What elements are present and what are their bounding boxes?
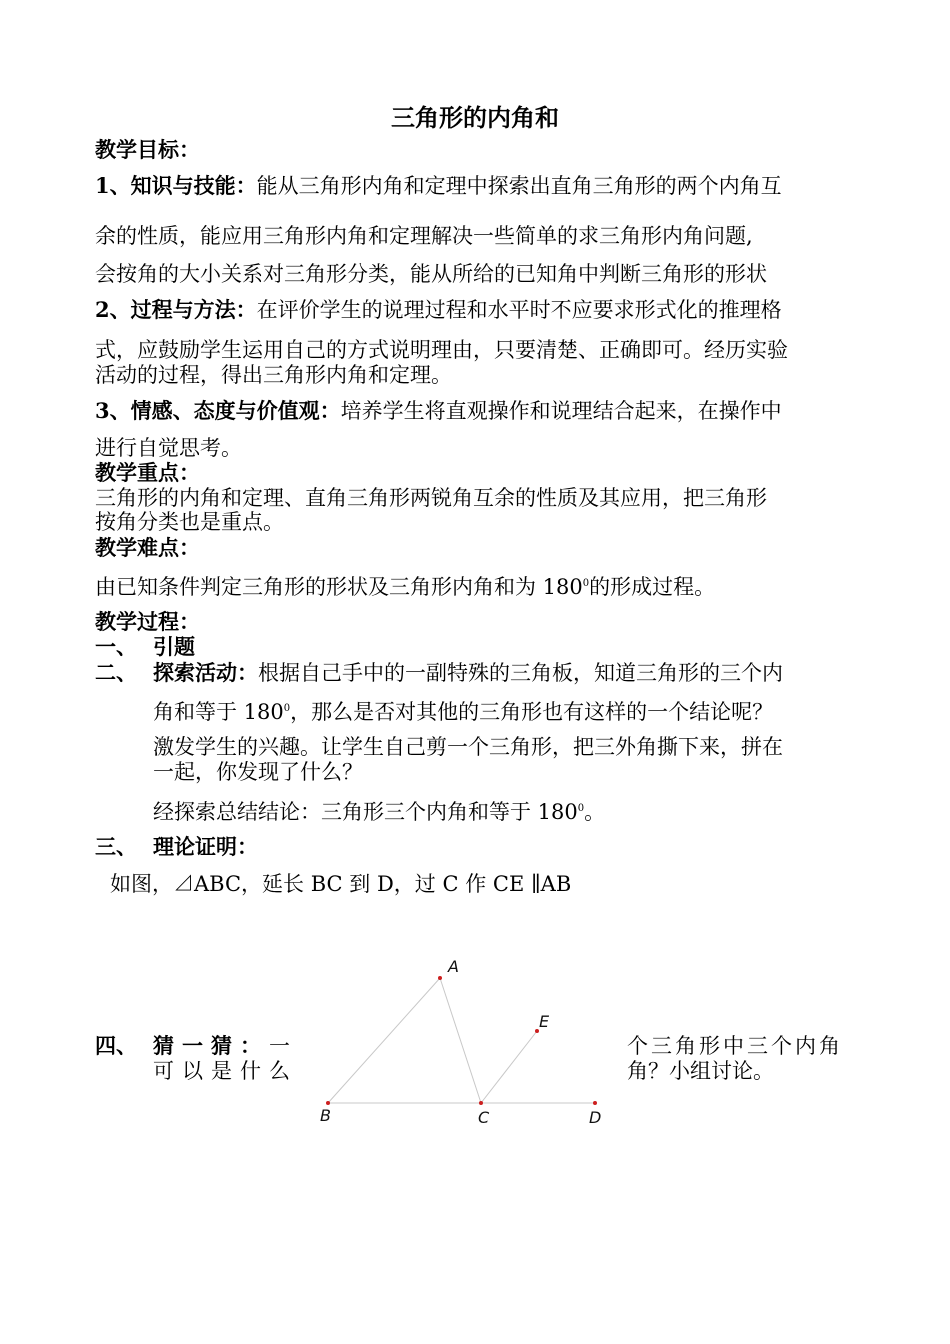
difficulty-line xyxy=(95,572,715,599)
point-a xyxy=(438,976,442,980)
step2-number: 二、 xyxy=(95,660,137,685)
step3-line1: 如图，⊿ABC，延长 BC 到 D，过 C 作 CE ∥AB xyxy=(110,872,572,896)
step2-line4: 一起，你发现了什么？ xyxy=(153,760,363,784)
point-c xyxy=(479,1101,483,1105)
difficulty-text: 由已知条件判定三角形的形状及三角形内角和为 180 xyxy=(95,575,583,599)
step2-label: 探索活动： xyxy=(153,660,258,685)
goal3-line1 xyxy=(95,399,782,423)
goal1-line2: 余的性质，能应用三角形内角和定理解决一些简单的求三角形内角问题, xyxy=(95,224,753,248)
step4-label: 猜一猜： xyxy=(153,1033,269,1058)
step4-right2: 角？小组讨论。 xyxy=(627,1059,774,1083)
point-label-d: D xyxy=(589,1108,602,1127)
goal3-line2: 进行自觉思考。 xyxy=(95,436,242,460)
step2-text5: 经探索总结结论：三角形三个内角和等于 180 xyxy=(153,800,578,824)
segment-ab xyxy=(328,978,440,1103)
step3-number: 三、 xyxy=(95,834,137,859)
goal3-text1: 培养学生将直观操作和说理结合起来，在操作中 xyxy=(340,399,782,423)
segment-ce xyxy=(481,1031,537,1103)
key-heading: 教学重点： xyxy=(95,460,200,485)
goal2-line2: 式，应鼓励学生运用自己的方式说明理由，只要清楚、正确即可。经历实验 xyxy=(95,338,788,362)
step2-line5 xyxy=(153,797,605,824)
step4-line1 xyxy=(153,1034,298,1058)
point-b xyxy=(326,1101,330,1105)
step2-line2 xyxy=(153,697,773,724)
page-title: 三角形的内角和 xyxy=(391,103,559,132)
step4-number: 四、 xyxy=(95,1033,137,1058)
point-label-b: B xyxy=(320,1106,331,1125)
goal2-label: 2、过程与方法： xyxy=(95,297,257,322)
point-label-c: C xyxy=(478,1108,490,1127)
point-label-a: A xyxy=(448,957,459,976)
degree-mark: 0 xyxy=(582,578,590,589)
goal2-line1 xyxy=(95,298,782,322)
degree-mark: 0 xyxy=(283,703,291,714)
difficulty-heading: 教学难点： xyxy=(95,535,200,560)
goals-heading: 教学目标： xyxy=(95,137,200,162)
goal1-label: 1、知识与技能： xyxy=(95,173,257,198)
goal1-line3: 会按角的大小关系对三角形分类，能从所给的已知角中判断三角形的形状 xyxy=(95,262,767,286)
step3-label: 理论证明： xyxy=(153,834,258,859)
step4-left1: 一 xyxy=(269,1034,298,1058)
step1-title: 引题 xyxy=(153,634,195,659)
goal2-line3: 活动的过程，得出三角形内角和定理。 xyxy=(95,363,452,387)
step2-text2: 角和等于 180 xyxy=(153,700,284,724)
key-line1: 三角形的内角和定理、直角三角形两锐角互余的性质及其应用，把三角形 xyxy=(95,486,767,510)
point-label-e: E xyxy=(539,1012,550,1031)
triangle-figure xyxy=(300,948,620,1138)
segment-ac xyxy=(440,978,481,1103)
step4-right1: 个三角形中三个内角 xyxy=(627,1034,843,1058)
goal1-line1 xyxy=(95,174,782,198)
goal2-text1: 在评价学生的说理过程和水平时不应要求形式化的推理格 xyxy=(256,298,782,322)
difficulty-text-end: 的形成过程。 xyxy=(589,575,716,599)
step2-line3: 激发学生的兴趣。让学生自己剪一个三角形，把三外角撕下来，拼在 xyxy=(153,735,783,759)
process-heading: 教学过程： xyxy=(95,609,200,634)
degree-mark: 0 xyxy=(577,803,585,814)
step1-number: 一、 xyxy=(95,634,137,659)
step4-left2: 可以是什么 xyxy=(153,1059,298,1083)
step2-text5-end: 。 xyxy=(584,800,606,824)
step2-text2-end: ，那么是否对其他的三角形也有这样的一个结论呢？ xyxy=(290,700,774,724)
key-line2: 按角分类也是重点。 xyxy=(95,510,284,534)
step2-line1 xyxy=(153,661,783,685)
goal1-text1: 能从三角形内角和定理中探索出直角三角形的两个内角互 xyxy=(256,174,782,198)
step2-text1: 根据自己手中的一副特殊的三角板，知道三角形的三个内 xyxy=(258,661,783,685)
point-d xyxy=(593,1101,597,1105)
goal3-label: 3、情感、态度与价值观： xyxy=(95,398,341,423)
